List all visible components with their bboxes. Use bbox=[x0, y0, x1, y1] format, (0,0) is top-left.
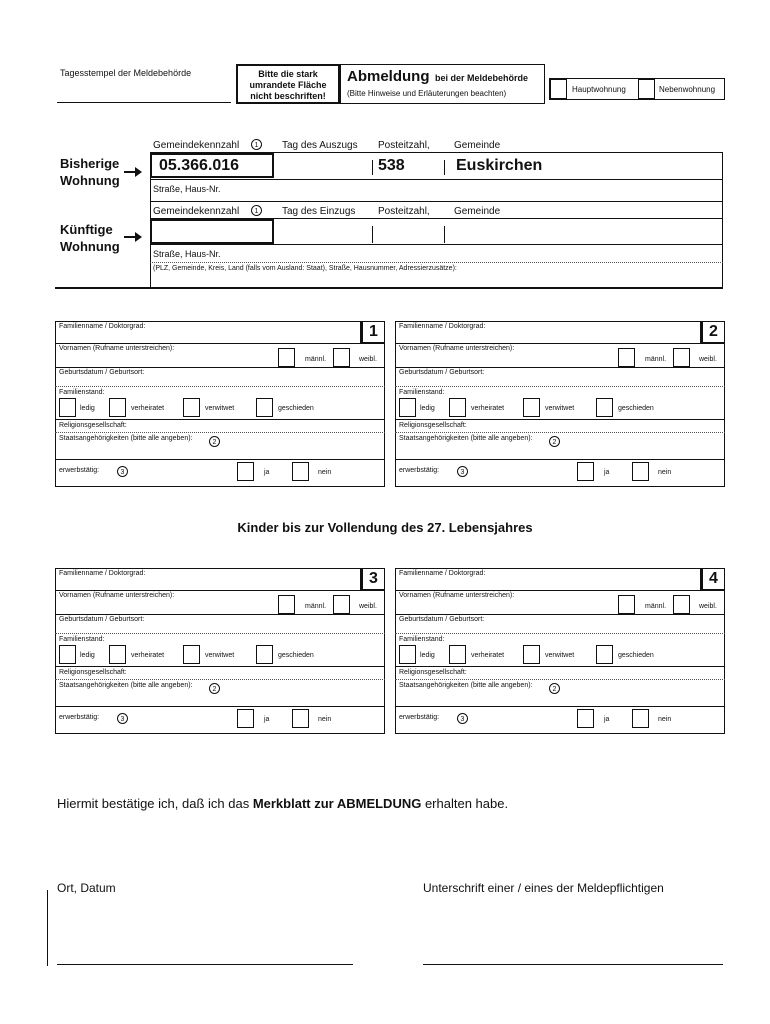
person-line bbox=[395, 367, 725, 368]
ja-label: ja bbox=[264, 716, 270, 723]
maennl-checkbox[interactable] bbox=[278, 595, 295, 614]
warning-line-2: umrandete Fläche bbox=[249, 80, 327, 90]
vornamen-field[interactable]: Vornamen (Rufname unterstreichen): bbox=[59, 592, 175, 599]
prev-tag-header: Tag des Auszugs bbox=[282, 140, 358, 151]
person-line bbox=[55, 459, 385, 460]
verheiratet-label: verheiratet bbox=[131, 405, 165, 412]
fut-street-label[interactable]: Straße, Haus-Nr. bbox=[153, 249, 221, 259]
erwerb-note-circle: 3 bbox=[457, 466, 468, 477]
ja-checkbox[interactable] bbox=[237, 462, 254, 481]
religion-field[interactable]: Religionsgesellschaft: bbox=[399, 669, 467, 676]
fut-dotted-line bbox=[150, 262, 723, 263]
vornamen-field[interactable]: Vornamen (Rufname unterstreichen): bbox=[59, 345, 175, 352]
ja-checkbox[interactable] bbox=[237, 709, 254, 728]
nein-label: nein bbox=[658, 716, 672, 723]
weibl-label: weibl. bbox=[699, 356, 717, 363]
fut-gemeinde-header: Gemeinde bbox=[454, 206, 501, 217]
fut-plz-header: Posteitzahl, bbox=[378, 206, 430, 217]
maennl-label: männl. bbox=[305, 603, 327, 610]
fut-arrow-icon bbox=[124, 232, 142, 242]
weibl-label: weibl. bbox=[359, 356, 377, 363]
staat-field[interactable]: Staatsangehörigkeiten (bitte alle angeben): bbox=[59, 682, 193, 689]
person-line bbox=[55, 706, 385, 707]
verwitwet-label: verwitwet bbox=[545, 405, 575, 412]
person-dotted-line bbox=[395, 679, 725, 680]
erwerb-label: erwerbstätig: bbox=[59, 714, 100, 721]
familienname-field[interactable]: Familienname / Doktorgrad: bbox=[59, 570, 146, 577]
verheiratet-label: verheiratet bbox=[131, 652, 165, 659]
person-line bbox=[395, 343, 725, 344]
person-line bbox=[55, 590, 385, 591]
verheiratet-checkbox[interactable] bbox=[449, 398, 466, 417]
ledig-checkbox[interactable] bbox=[399, 398, 416, 417]
form-hint: (Bitte Hinweise und Erläuterungen beachten) bbox=[347, 89, 507, 98]
person-dotted-line bbox=[395, 386, 725, 387]
ledig-label: ledig bbox=[420, 405, 435, 412]
fut-gemeindekennzahl-header: Gemeindekennzahl bbox=[153, 206, 240, 217]
prev-label-line2: Wohnung bbox=[60, 173, 120, 188]
nein-checkbox[interactable] bbox=[292, 462, 309, 481]
weibl-label: weibl. bbox=[359, 603, 377, 610]
staat-note-circle: 2 bbox=[549, 436, 560, 447]
staat-note-circle: 2 bbox=[549, 683, 560, 694]
familienstand-label: Familienstand: bbox=[399, 636, 445, 643]
weibl-checkbox[interactable] bbox=[333, 595, 350, 614]
geburt-field[interactable]: Geburtsdatum / Geburtsort: bbox=[59, 616, 145, 623]
familienstand-label: Familienstand: bbox=[59, 389, 105, 396]
staat-note-circle: 2 bbox=[209, 436, 220, 447]
confirmation-prefix: Hiermit bestätige ich, daß ich das bbox=[57, 796, 253, 811]
prev-gemeinde-value[interactable]: Euskirchen bbox=[456, 157, 543, 174]
form-title: Abmeldung bbox=[347, 68, 430, 85]
warning-box bbox=[236, 64, 340, 104]
staat-field[interactable]: Staatsangehörigkeiten (bitte alle angeben): bbox=[59, 435, 193, 442]
prev-street-label[interactable]: Straße, Haus-Nr. bbox=[153, 184, 221, 194]
verwitwet-label: verwitwet bbox=[205, 652, 235, 659]
erwerb-note-circle: 3 bbox=[117, 713, 128, 724]
person-number: 3 bbox=[360, 568, 384, 590]
geschieden-checkbox[interactable] bbox=[256, 398, 273, 417]
geschieden-checkbox[interactable] bbox=[256, 645, 273, 664]
person-block-3 bbox=[55, 568, 385, 734]
verwitwet-label: verwitwet bbox=[545, 652, 575, 659]
ledig-label: ledig bbox=[420, 652, 435, 659]
ja-label: ja bbox=[604, 716, 610, 723]
address-bottom-line bbox=[55, 288, 723, 289]
warning-line-3: nicht beschriften! bbox=[250, 91, 326, 101]
place-date-label: Ort, Datum bbox=[57, 881, 116, 895]
ja-label: ja bbox=[264, 469, 270, 476]
prev-label-line1: Bisherige bbox=[60, 156, 120, 171]
verheiratet-checkbox[interactable] bbox=[109, 645, 126, 664]
erwerb-label: erwerbstätig: bbox=[59, 467, 100, 474]
fut-note: (PLZ, Gemeinde, Kreis, Land (falls vom Ausland: Staat), Straße, Hausnummer, Adressierzusätze): bbox=[153, 265, 457, 272]
person-number: 4 bbox=[700, 568, 724, 590]
person-line bbox=[395, 419, 725, 420]
person-dotted-line bbox=[55, 386, 385, 387]
verheiratet-label: verheiratet bbox=[471, 652, 505, 659]
prev-divider-gemeinde bbox=[444, 160, 445, 175]
person-line bbox=[395, 614, 725, 615]
children-heading: Kinder bis zur Vollendung des 27. Lebensjahres bbox=[237, 520, 533, 535]
geburt-field[interactable]: Geburtsdatum / Geburtsort: bbox=[399, 616, 485, 623]
ja-checkbox[interactable] bbox=[577, 462, 594, 481]
hauptwohnung-checkbox[interactable] bbox=[550, 79, 567, 99]
warning-line-1: Bitte die stark bbox=[258, 69, 318, 79]
familienstand-label: Familienstand: bbox=[59, 636, 105, 643]
person-block-4 bbox=[395, 568, 725, 734]
confirmation-suffix: erhalten habe. bbox=[421, 796, 509, 811]
title-box bbox=[340, 64, 545, 104]
verheiratet-label: verheiratet bbox=[471, 405, 505, 412]
maennl-checkbox[interactable] bbox=[618, 595, 635, 614]
prev-plz-value[interactable]: 538 bbox=[378, 157, 405, 174]
fut-gemeindekennzahl-field[interactable] bbox=[150, 219, 274, 244]
maennl-label: männl. bbox=[645, 356, 667, 363]
person-dotted-line bbox=[55, 432, 385, 433]
religion-field[interactable]: Religionsgesellschaft: bbox=[59, 422, 127, 429]
nein-label: nein bbox=[318, 469, 332, 476]
nein-label: nein bbox=[318, 716, 332, 723]
confirmation-bold: Merkblatt zur ABMELDUNG bbox=[252, 796, 422, 811]
prev-gemeinde-header: Gemeinde bbox=[454, 140, 501, 151]
prev-mid-line bbox=[150, 179, 723, 180]
person-line bbox=[55, 419, 385, 420]
ja-checkbox[interactable] bbox=[577, 709, 594, 728]
stamp-label: Tagesstempel der Meldebehörde bbox=[60, 68, 192, 78]
staat-field[interactable]: Staatsangehörigkeiten (bitte alle angeben): bbox=[399, 682, 533, 689]
geschieden-label: geschieden bbox=[618, 652, 654, 659]
prev-divider-plz bbox=[372, 160, 373, 175]
geschieden-checkbox[interactable] bbox=[596, 398, 613, 417]
weibl-checkbox[interactable] bbox=[333, 348, 350, 367]
confirmation-text bbox=[57, 796, 508, 811]
nein-label: nein bbox=[658, 469, 672, 476]
erwerb-note-circle: 3 bbox=[117, 466, 128, 477]
verwitwet-checkbox[interactable] bbox=[523, 645, 540, 664]
person-line bbox=[55, 367, 385, 368]
stamp-underline bbox=[57, 102, 231, 103]
fut-label-line1: Künftige bbox=[60, 222, 113, 237]
person-number: 2 bbox=[700, 321, 724, 343]
prev-gemeindekennzahl-field[interactable] bbox=[150, 153, 274, 178]
familienname-field[interactable]: Familienname / Doktorgrad: bbox=[59, 323, 146, 330]
maennl-label: männl. bbox=[305, 356, 327, 363]
fut-tag-header: Tag des Einzugs bbox=[282, 206, 356, 217]
maennl-label: männl. bbox=[645, 603, 667, 610]
person-block-1 bbox=[55, 321, 385, 487]
erwerb-note-circle: 3 bbox=[457, 713, 468, 724]
signature-line[interactable] bbox=[423, 964, 723, 965]
maennl-checkbox[interactable] bbox=[278, 348, 295, 367]
signature-label: Unterschrift einer / eines der Meldepflichtigen bbox=[423, 881, 664, 895]
staat-field[interactable]: Staatsangehörigkeiten (bitte alle angeben): bbox=[399, 435, 533, 442]
prev-plz-header: Posteitzahl, bbox=[378, 140, 430, 151]
fut-note-circle: 1 bbox=[251, 205, 262, 216]
nein-checkbox[interactable] bbox=[632, 462, 649, 481]
left-margin-bar bbox=[47, 890, 48, 966]
erwerb-label: erwerbstätig: bbox=[399, 467, 440, 474]
form-title-suffix: bei der Meldebehörde bbox=[435, 73, 529, 83]
person-line bbox=[395, 590, 725, 591]
prev-arrow-icon bbox=[124, 167, 142, 177]
person-number: 1 bbox=[360, 321, 384, 343]
person-dotted-line bbox=[55, 633, 385, 634]
weibl-label: weibl. bbox=[699, 603, 717, 610]
geburt-field[interactable]: Geburtsdatum / Geburtsort: bbox=[59, 369, 145, 376]
nein-checkbox[interactable] bbox=[292, 709, 309, 728]
familienstand-label: Familienstand: bbox=[399, 389, 445, 396]
fut-label-line2: Wohnung bbox=[60, 239, 120, 254]
hauptwohnung-label: Hauptwohnung bbox=[572, 85, 626, 94]
verheiratet-checkbox[interactable] bbox=[449, 645, 466, 664]
ledig-label: ledig bbox=[80, 652, 95, 659]
person-line bbox=[55, 614, 385, 615]
verwitwet-label: verwitwet bbox=[205, 405, 235, 412]
familienname-field[interactable]: Familienname / Doktorgrad: bbox=[399, 570, 486, 577]
prev-note-circle: 1 bbox=[251, 139, 262, 150]
nebenwohnung-checkbox[interactable] bbox=[638, 79, 655, 99]
familienname-field[interactable]: Familienname / Doktorgrad: bbox=[399, 323, 486, 330]
weibl-checkbox[interactable] bbox=[673, 348, 690, 367]
verwitwet-checkbox[interactable] bbox=[183, 398, 200, 417]
person-dotted-line bbox=[395, 432, 725, 433]
fut-divider-plz bbox=[372, 226, 373, 243]
verwitwet-checkbox[interactable] bbox=[523, 398, 540, 417]
person-line bbox=[395, 706, 725, 707]
person-line bbox=[395, 666, 725, 667]
place-date-line[interactable] bbox=[57, 964, 353, 965]
person-dotted-line bbox=[55, 679, 385, 680]
geschieden-checkbox[interactable] bbox=[596, 645, 613, 664]
religion-field[interactable]: Religionsgesellschaft: bbox=[399, 422, 467, 429]
prev-gemeindekennzahl-value: 05.366.016 bbox=[159, 157, 240, 174]
weibl-checkbox[interactable] bbox=[673, 595, 690, 614]
fut-mid-line bbox=[150, 244, 723, 245]
person-line bbox=[395, 459, 725, 460]
ja-label: ja bbox=[604, 469, 610, 476]
nein-checkbox[interactable] bbox=[632, 709, 649, 728]
person-dotted-line bbox=[395, 633, 725, 634]
geschieden-label: geschieden bbox=[618, 405, 654, 412]
geschieden-label: geschieden bbox=[278, 652, 314, 659]
erwerb-label: erwerbstätig: bbox=[399, 714, 440, 721]
fut-divider-gemeinde bbox=[444, 226, 445, 243]
ledig-checkbox[interactable] bbox=[59, 645, 76, 664]
geburt-field[interactable]: Geburtsdatum / Geburtsort: bbox=[399, 369, 485, 376]
prev-gemeindekennzahl-header: Gemeindekennzahl bbox=[153, 140, 240, 151]
maennl-checkbox[interactable] bbox=[618, 348, 635, 367]
religion-field[interactable]: Religionsgesellschaft: bbox=[59, 669, 127, 676]
verwitwet-checkbox[interactable] bbox=[183, 645, 200, 664]
ledig-label: ledig bbox=[80, 405, 95, 412]
person-line bbox=[55, 666, 385, 667]
person-block-2 bbox=[395, 321, 725, 487]
ledig-checkbox[interactable] bbox=[399, 645, 416, 664]
vornamen-field[interactable]: Vornamen (Rufname unterstreichen): bbox=[399, 592, 515, 599]
person-line bbox=[55, 343, 385, 344]
staat-note-circle: 2 bbox=[209, 683, 220, 694]
geschieden-label: geschieden bbox=[278, 405, 314, 412]
nebenwohnung-label: Nebenwohnung bbox=[659, 85, 716, 94]
vornamen-field[interactable]: Vornamen (Rufname unterstreichen): bbox=[399, 345, 515, 352]
prev-bottom-line bbox=[150, 201, 723, 202]
verheiratet-checkbox[interactable] bbox=[109, 398, 126, 417]
ledig-checkbox[interactable] bbox=[59, 398, 76, 417]
